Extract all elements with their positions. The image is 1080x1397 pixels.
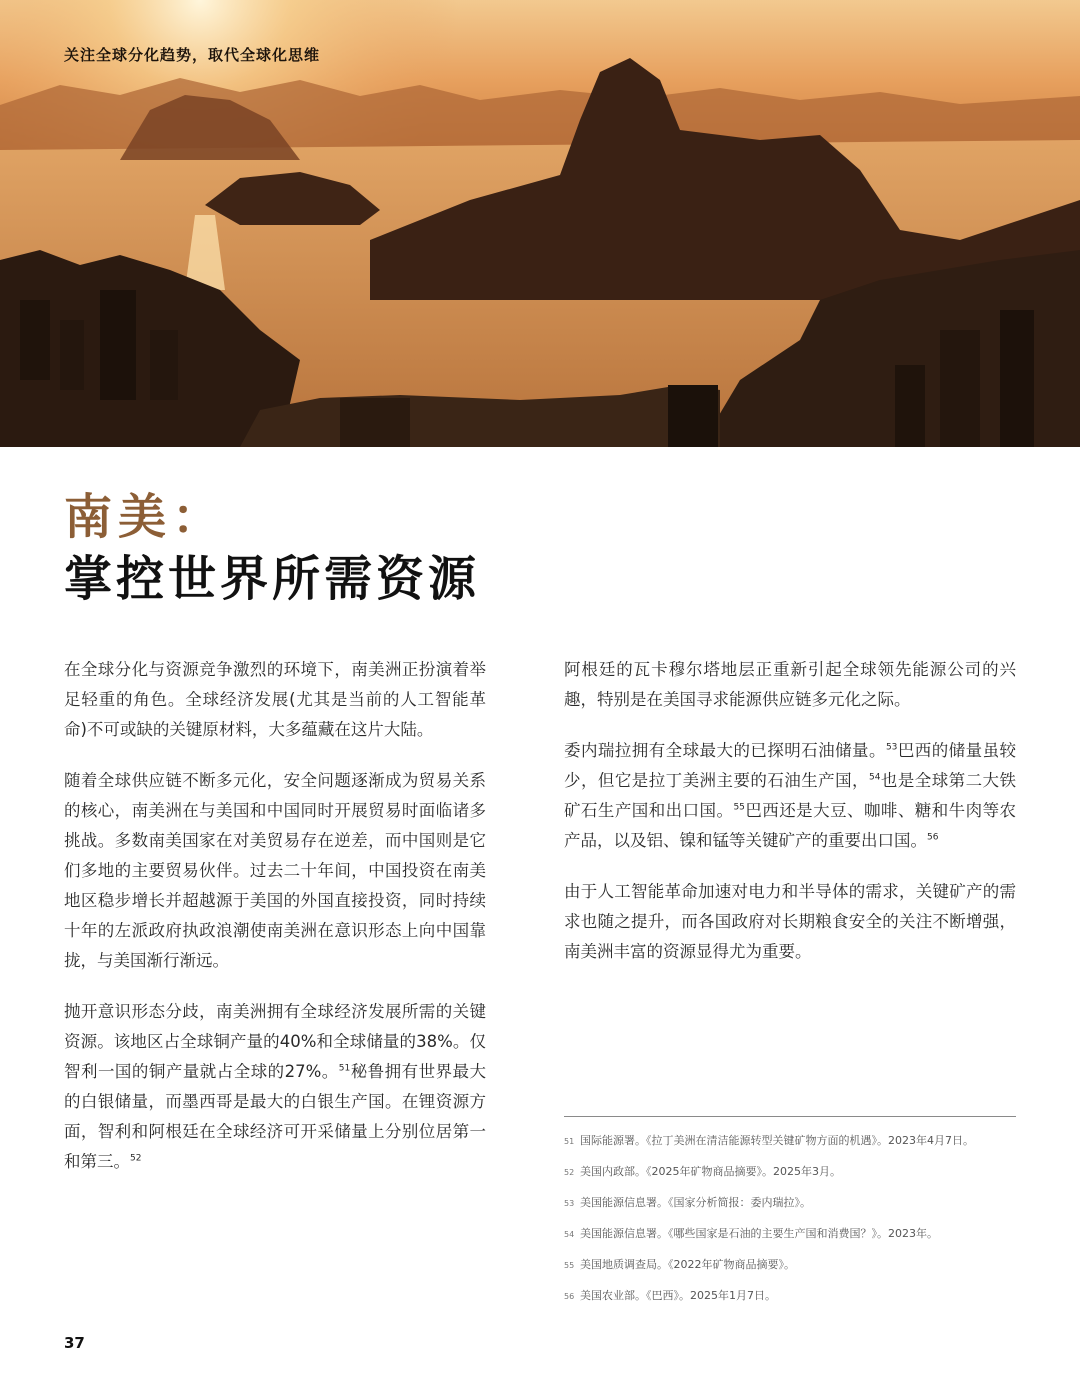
footnote (564, 1219, 1024, 1250)
footnote-ref[interactable]: 53 (885, 742, 898, 753)
footnote-ref[interactable]: 56 (927, 832, 939, 843)
footnote-text: 国际能源署。《拉丁美洲在清洁能源转型关键矿物方面的机遇》。2023年4月7日。 (580, 1134, 974, 1147)
footnotes-list (564, 1126, 1024, 1312)
footnote (564, 1188, 1024, 1219)
footnote-text: 美国地质调查局。《2022年矿物商品摘要》。 (580, 1258, 795, 1271)
footnote-ref[interactable]: 51 (338, 1063, 351, 1074)
hero-landscape-illustration (0, 0, 1080, 447)
footnote-number: 54 (564, 1230, 575, 1239)
footnote-number: 55 (564, 1261, 575, 1270)
page-number: 37 (64, 1334, 85, 1352)
paragraph-text: 也是全球第二大铁矿石生产国和出口国。 (564, 771, 1017, 820)
footnote-text: 美国内政部。《2025年矿物商品摘要》。2025年3月。 (580, 1165, 841, 1178)
footnote (564, 1281, 1024, 1312)
body-column-right (564, 655, 1016, 988)
section-title-region: 南美： (64, 489, 227, 545)
paragraph-text: 抛开意识形态分歧，南美洲拥有全球经济发展所需的关键资源。该地区占全球铜产量的40%和全球储量的38%。仅智利一国的铜产量就占全球的27%。 (64, 1002, 486, 1081)
footnote-ref[interactable]: 54 (869, 772, 881, 783)
body-column-left (64, 655, 486, 1198)
hero-photo-rio-bay-sunset (0, 0, 1080, 447)
footnote (564, 1250, 1024, 1281)
running-head: 关注全球分化趋势，取代全球化思维 (64, 46, 321, 64)
footnote (564, 1157, 1024, 1188)
paragraph: 随着全球供应链不断多元化，安全问题逐渐成为贸易关系的核心，南美洲在与美国和中国同时开展贸易时面临诸多挑战。多数南美国家在对美贸易存在逆差，而中国则是它们多地的主要贸易伙伴。过去二十年间，中国投资在南美地区稳步增长并超越源于美国的外国直接投资，同时持续十年的左派政府执政浪潮使南美洲在意识形态上向中国靠拢，与美国渐行渐远。 (64, 771, 486, 970)
paragraph-text: 巴西还是大豆、咖啡、糖和牛肉等农产品，以及铝、镍和锰等关键矿产的重要出口国。 (564, 801, 1017, 850)
paragraph (64, 997, 486, 1177)
footnote-divider (564, 1116, 1016, 1117)
paragraph-text: 委内瑞拉拥有全球最大的已探明石油储量。 (564, 741, 886, 760)
footnote-ref[interactable]: 52 (130, 1153, 142, 1164)
footnote-text: 美国农业部。《巴西》。2025年1月7日。 (580, 1289, 776, 1302)
footnote-number: 53 (564, 1199, 575, 1208)
paragraph (564, 736, 1016, 856)
section-title-subject: 掌控世界所需资源 (64, 551, 481, 607)
paragraph: 在全球分化与资源竞争激烈的环境下，南美洲正扮演着举足轻重的角色。全球经济发展(尤其是当前的人工智能革命)不可或缺的关键原材料，大多蕴藏在这片大陆。 (64, 660, 486, 739)
paragraph-text: 秘鲁拥有世界最大的白银储量，而墨西哥是最大的白银生产国。在锂资源方面，智利和阿根廷在全球经济可开采储量上分别位居第一和第三。 (64, 1062, 486, 1171)
paragraph: 阿根廷的瓦卡穆尔塔地层正重新引起全球领先能源公司的兴趣，特别是在美国寻求能源供应链多元化之际。 (564, 660, 1016, 709)
footnote (564, 1126, 1024, 1157)
footnote-text: 美国能源信息署。《国家分析简报：委内瑞拉》。 (580, 1196, 811, 1209)
footnote-text: 美国能源信息署。《哪些国家是石油的主要生产国和消费国？》。2023年。 (580, 1227, 938, 1240)
footnote-ref[interactable]: 55 (733, 802, 745, 813)
footnote-number: 56 (564, 1292, 575, 1301)
paragraph-text: 巴西的储量虽较少，但它是拉丁美洲主要的石油生产国， (564, 741, 1017, 790)
footnote-number: 52 (564, 1168, 575, 1177)
paragraph: 由于人工智能革命加速对电力和半导体的需求，关键矿产的需求也随之提升，而各国政府对长期粮食安全的关注不断增强，南美洲丰富的资源显得尤为重要。 (564, 882, 1016, 961)
footnote-number: 51 (564, 1137, 575, 1146)
